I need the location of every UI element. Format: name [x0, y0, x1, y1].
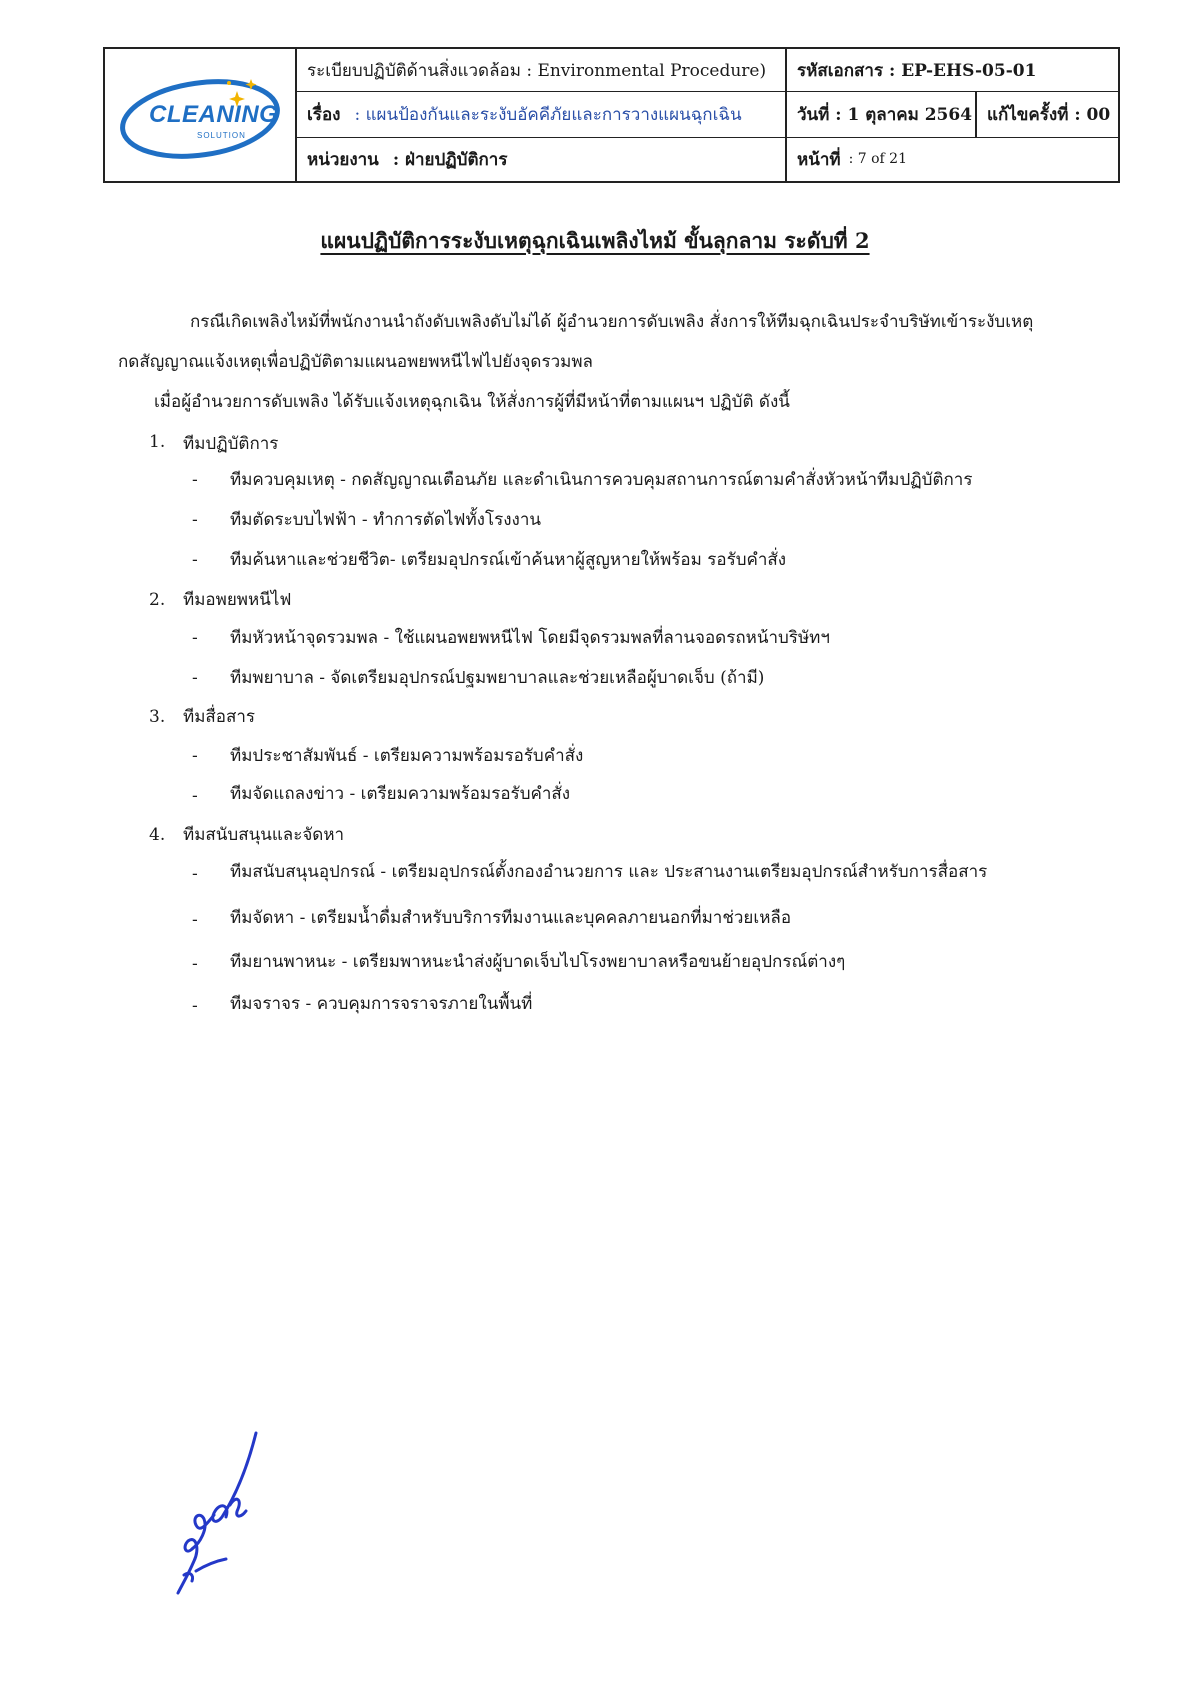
section-1-item-1: ทีมควบคุมเหตุ - กดสัญญาณเตือนภัย และดำเนินการควบคุมสถานการณ์ตามคำสั่งหัวหน้าทีมปฏิบัติการ	[230, 470, 973, 490]
page-row	[787, 137, 1118, 181]
bullet-dash: -	[192, 954, 198, 974]
company-logo	[105, 49, 297, 181]
section-4-number: 4.	[149, 825, 166, 845]
section-1-item-2: ทีมตัดระบบไฟฟ้า - ทำการตัดไฟทั้งโรงงาน	[230, 510, 541, 530]
subject-row	[297, 91, 785, 137]
section-4-title: ทีมสนับสนุนและจัดหา	[183, 825, 345, 845]
document-header	[103, 47, 1120, 183]
bullet-dash: -	[192, 786, 198, 806]
procedure-name: ระเบียบปฏิบัติด้านสิ่งแวดล้อม : Environmental Procedure)	[307, 60, 767, 81]
revision-number: แก้ไขครั้งที่ : 00	[987, 104, 1111, 125]
section-1-item-3: ทีมค้นหาและช่วยชีวิต- เตรียมอุปกรณ์เข้าค้นหาผู้สูญหายให้พร้อม รอรับคำสั่ง	[230, 550, 787, 570]
section-3-title: ทีมสื่อสาร	[183, 707, 256, 727]
logo-text: CLEANING	[149, 101, 279, 128]
bullet-dash: -	[192, 746, 198, 766]
intro-line-3: เมื่อผู้อำนวยการดับเพลิง ได้รับแจ้งเหตุฉุกเฉิน ให้สั่งการผู้ที่มีหน้าที่ตามแผนฯ ปฏิบัติ ดังนี้	[154, 392, 790, 412]
section-4-item-4: ทีมจราจร - ควบคุมการจราจรภายในพื้นที่	[230, 994, 533, 1014]
subject-value: : แผนป้องกันและระงับอัคคีภัยและการวางแผนฉุกเฉิน	[354, 104, 742, 125]
logo-subtext: SOLUTION	[197, 131, 246, 140]
bullet-dash: -	[192, 510, 198, 530]
section-3-item-1: ทีมประชาสัมพันธ์ - เตรียมความพร้อมรอรับคำสั่ง	[230, 746, 584, 766]
bullet-dash: -	[192, 668, 198, 688]
section-4-item-2: ทีมจัดหา - เตรียมน้ำดื่มสำหรับบริการทีมงานและบุคคลภายนอกที่มาช่วยเหลือ	[230, 908, 792, 928]
page-number: : 7 of 21	[848, 151, 907, 167]
document-title: แผนปฏิบัติการระงับเหตุฉุกเฉินเพลิงไหม้ ขั้นลุกลาม ระดับที่ 2	[320, 228, 870, 253]
handwritten-signature	[170, 1425, 270, 1605]
bullet-dash: -	[192, 470, 198, 490]
section-1-number: 1.	[149, 432, 166, 452]
section-3-item-2: ทีมจัดแถลงข่าว - เตรียมความพร้อมรอรับคำสั่ง	[230, 784, 571, 804]
document-code: รหัสเอกสาร : EP-EHS-05-01	[797, 60, 1037, 81]
subject-label: เรื่อง	[307, 104, 341, 125]
section-4-item-1: ทีมสนับสนุนอุปกรณ์ - เตรียมอุปกรณ์ตั้งกองอำนวยการ และ ประสานงานเตรียมอุปกรณ์สำหรับการสื่อสาร	[230, 862, 988, 882]
section-2-number: 2.	[149, 590, 166, 610]
unit-value: : ฝ่ายปฏิบัติการ	[392, 149, 508, 170]
page-label: หน้าที่	[797, 149, 841, 170]
bullet-dash: -	[192, 996, 198, 1016]
effective-date: วันที่ : 1 ตุลาคม 2564	[797, 104, 973, 125]
section-2-item-1: ทีมหัวหน้าจุดรวมพล - ใช้แผนอพยพหนีไฟ โดยมีจุดรวมพลที่ลานจอดรถหน้าบริษัทฯ	[230, 628, 830, 648]
bullet-dash: -	[192, 864, 198, 884]
intro-line-1: กรณีเกิดเพลิงไหม้ที่พนักงานนำถังดับเพลิงดับไม่ได้ ผู้อำนวยการดับเพลิง สั่งการให้ทีมฉุกเฉินประจำบริษัทเข้าระงับเหตุ	[190, 312, 1034, 332]
unit-row	[297, 137, 785, 181]
unit-label: หน่วยงาน	[307, 149, 379, 170]
bullet-dash: -	[192, 910, 198, 930]
bullet-dash: -	[192, 628, 198, 648]
section-3-number: 3.	[149, 707, 166, 727]
section-2-item-2: ทีมพยาบาล - จัดเตรียมอุปกรณ์ปฐมพยาบาลและช่วยเหลือผู้บาดเจ็บ (ถ้ามี)	[230, 668, 765, 688]
section-2-title: ทีมอพยพหนีไฟ	[183, 590, 292, 610]
section-1-title: ทีมปฏิบัติการ	[183, 434, 279, 454]
intro-line-2: กดสัญญาณแจ้งเหตุเพื่อปฏิบัติตามแผนอพยพหนีไฟไปยังจุดรวมพล	[118, 352, 593, 372]
section-4-item-3: ทีมยานพาหนะ - เตรียมพาหนะนำส่งผู้บาดเจ็บไปโรงพยาบาลหรือขนย้ายอุปกรณ์ต่างๆ	[230, 952, 846, 972]
bullet-dash: -	[192, 550, 198, 570]
